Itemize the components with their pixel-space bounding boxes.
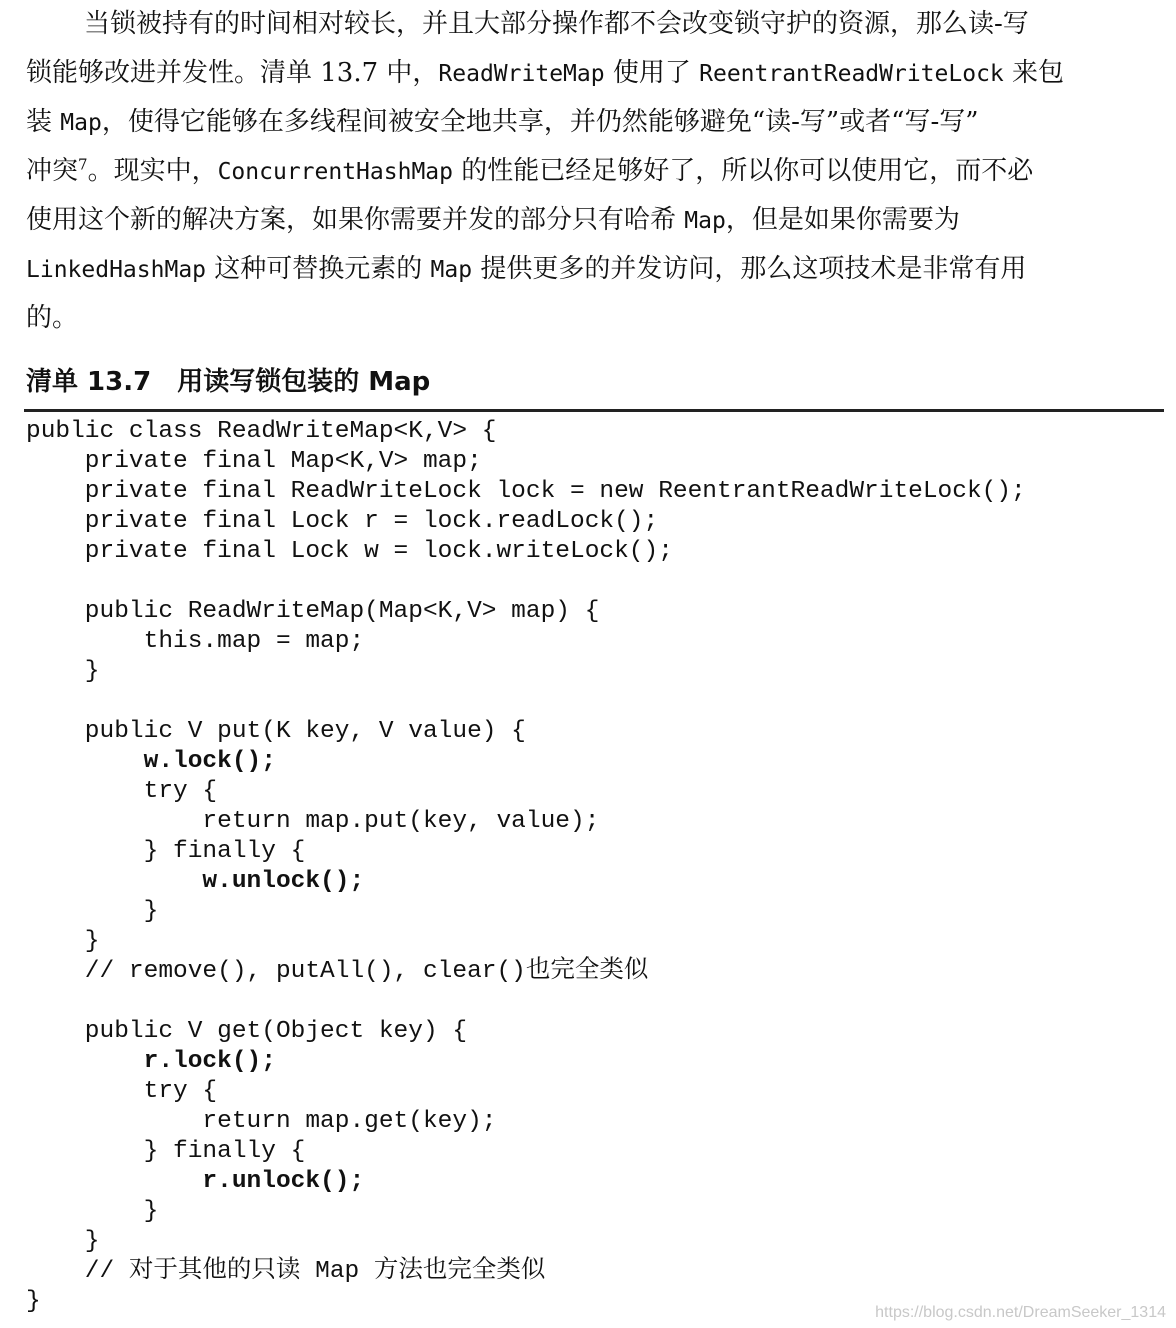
- inline-code: ReentrantReadWriteLock: [699, 61, 1004, 87]
- paragraph-text: 来包: [1003, 58, 1065, 88]
- footnote-ref: 7: [78, 155, 88, 174]
- paragraph-line: [26, 98, 1156, 147]
- code-line: }: [26, 658, 100, 685]
- paragraph-text: 使用了: [604, 58, 700, 88]
- code-line: return map.get(key);: [26, 1108, 497, 1135]
- paragraph-text: ，使得它能够在多线程间被安全地共享，并仍然能够避免“读-写”或者“写-写”: [101, 107, 979, 137]
- code-line: }: [26, 928, 100, 955]
- code-line: public V get(Object key) {: [26, 1018, 468, 1045]
- code-line: private final Lock r = lock.readLock();: [26, 508, 659, 535]
- paragraph-line: [26, 196, 1156, 245]
- code-line: }: [26, 898, 159, 925]
- code-line: }: [26, 1198, 159, 1225]
- code-line: return map.put(key, value);: [26, 808, 600, 835]
- code-line: w.unlock();: [26, 868, 365, 895]
- paragraph-line: [26, 245, 1156, 294]
- paragraph-text: 这种可替换元素的: [206, 254, 431, 284]
- paragraph-text: 使用这个新的解决方案，如果你需要并发的部分只有哈希: [26, 205, 685, 235]
- paragraph-line: [26, 147, 1156, 196]
- inline-code: Map: [60, 110, 102, 136]
- code-line: // 对于其他的只读 Map 方法也完全类似: [26, 1258, 546, 1285]
- code-line: r.lock();: [26, 1048, 276, 1075]
- paragraph-text: 的性能已经足够好了，所以你可以使用它，而不必: [452, 156, 1034, 186]
- inline-code: Map: [430, 257, 473, 283]
- inline-code: LinkedHashMap: [26, 257, 207, 283]
- paragraph-text: ，但是如果你需要为: [725, 205, 960, 235]
- code-line: this.map = map;: [26, 628, 365, 655]
- inline-code: ReadWriteMap: [438, 61, 605, 87]
- paragraph-text: 当锁被持有的时间相对较长，并且大部分操作都不会改变锁守护的资源，那么读-写: [84, 9, 1029, 39]
- code-line: private final ReadWriteLock lock = new ReentrantReadWriteLock();: [26, 478, 1026, 505]
- code-listing: [26, 417, 1026, 1317]
- listing-caption: [26, 362, 430, 402]
- code-line: [26, 567, 1026, 597]
- code-line: r.unlock();: [26, 1168, 365, 1195]
- body-paragraph: [26, 0, 1156, 343]
- code-line: public ReadWriteMap(Map<K,V> map) {: [26, 598, 600, 625]
- code-line: w.lock();: [26, 748, 276, 775]
- code-line: private final Map<K,V> map;: [26, 448, 482, 475]
- paragraph-text: 冲突: [26, 156, 79, 186]
- code-line: private final Lock w = lock.writeLock();: [26, 538, 673, 565]
- listing-title: 用读写锁包装的 Map: [177, 367, 431, 397]
- code-line: public V put(K key, V value) {: [26, 718, 526, 745]
- caption-rule: [24, 409, 1164, 412]
- paragraph-text: 装: [26, 107, 61, 137]
- code-line: } finally {: [26, 838, 306, 865]
- listing-number: 清单 13.7: [26, 367, 152, 397]
- code-line: try {: [26, 778, 218, 805]
- paragraph-text: 提供更多的并发访问，那么这项技术是非常有用: [472, 254, 1027, 284]
- code-line: }: [26, 1288, 41, 1315]
- paragraph-line: [26, 294, 1156, 343]
- code-line: }: [26, 1228, 100, 1255]
- code-line: // remove(), putAll(), clear()也完全类似: [26, 958, 649, 985]
- paragraph-text: 。现实中，: [87, 156, 218, 186]
- paragraph-line: [26, 49, 1156, 98]
- code-line: [26, 687, 1026, 717]
- watermark: https://blog.csdn.net/DreamSeeker_1314: [875, 1304, 1166, 1321]
- code-line: try {: [26, 1078, 218, 1105]
- paragraph-line: [26, 0, 1156, 49]
- code-line: } finally {: [26, 1138, 306, 1165]
- paragraph-text: 的。: [26, 303, 79, 333]
- code-line: public class ReadWriteMap<K,V> {: [26, 418, 497, 445]
- inline-code: Map: [684, 208, 726, 234]
- inline-code: ConcurrentHashMap: [217, 159, 453, 185]
- code-line: [26, 987, 1026, 1017]
- paragraph-text: 锁能够改进并发性。清单 13.7 中，: [26, 58, 439, 88]
